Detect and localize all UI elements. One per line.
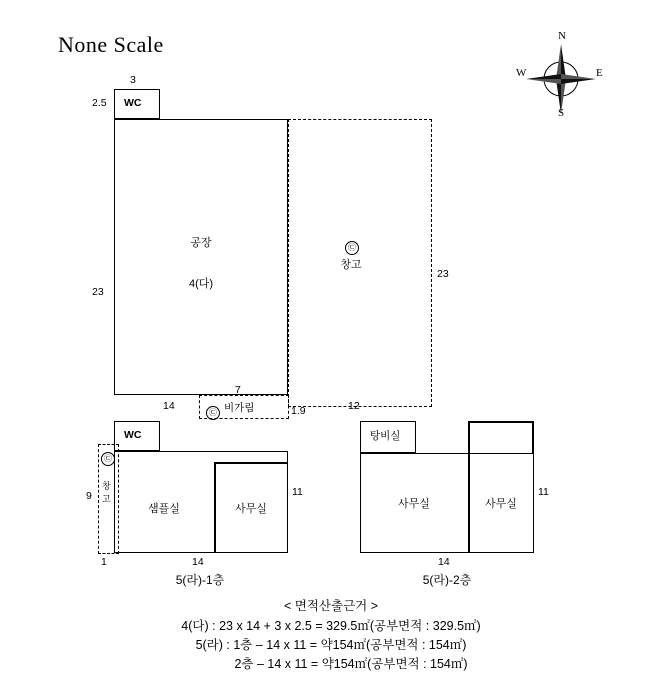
warehouse-right-dim: 23 (437, 268, 449, 280)
upper-wc-height-dim: 2.5 (92, 97, 107, 109)
lower-left-office-label: 사무실 (235, 503, 267, 515)
lower-left-storage-name-label-1: 창 (102, 481, 111, 491)
lower-right-right-edge-upper (532, 421, 534, 453)
warehouse-name-label: 창고 (340, 259, 362, 271)
canopy-mark (206, 402, 220, 420)
warehouse-mark (345, 237, 359, 255)
legend-title: < 면적산출근거 > (284, 599, 378, 613)
lower-left-storage-bottom-dim: 1 (101, 556, 107, 568)
lower-right-office-left-label: 사무실 (398, 498, 430, 510)
factory-bottom-dim: 14 (163, 400, 175, 412)
area-calculation-legend (0, 596, 662, 673)
compass-east-label: E (596, 67, 603, 79)
lower-left-caption: 5(라)-1층 (175, 573, 225, 587)
lower-right-utility-room-label: 탕비실 (370, 430, 401, 442)
lower-left-right-dim: 11 (292, 486, 303, 498)
factory-name-label: 공장 (190, 237, 212, 249)
compass-west-label: W (516, 67, 527, 79)
legend-line-2: 5(라) : 1층 – 14 x 11 = 약154㎡(공부면적 : 154㎡) (195, 637, 467, 652)
factory-left-dim: 23 (92, 286, 104, 298)
lower-left-sample-room-label: 샘플실 (148, 503, 180, 515)
compass-south-label: S (558, 107, 565, 119)
canopy-right-dim: 1.9 (291, 405, 306, 417)
upper-wc-width-dim: 3 (130, 74, 136, 86)
lower-right-room-divider (468, 421, 470, 553)
lower-left-storage-mark-glyph: ㉢ (101, 452, 115, 466)
page-title: None Scale (58, 32, 164, 57)
canopy-mark-glyph: ㉢ (206, 406, 220, 420)
lower-right-right-dim: 11 (538, 486, 549, 498)
lower-left-room-divider (214, 462, 216, 553)
lower-left-bottom-dim: 14 (192, 556, 204, 568)
upper-wc-label: WC (124, 97, 142, 109)
canopy-top-dim: 7 (235, 384, 241, 396)
lower-right-caption: 5(라)-2층 (422, 573, 472, 587)
lower-right-office-right-label: 사무실 (485, 498, 517, 510)
lower-right-bottom-dim: 14 (438, 556, 450, 568)
lower-left-wc-label: WC (124, 429, 142, 441)
legend-line-1: 4(다) : 23 x 14 + 3 x 2.5 = 329.5㎡(공부면적 : 329.5㎡) (181, 619, 481, 633)
warehouse-bottom-dim: 12 (348, 400, 360, 412)
lower-right-top-edge (468, 421, 534, 423)
warehouse-mark-glyph: ㉢ (345, 241, 359, 255)
lower-left-floor-outline (114, 451, 288, 553)
lower-left-room-divider-top (214, 462, 288, 464)
factory-room (114, 119, 288, 395)
compass-north-label: N (558, 30, 566, 42)
factory-code-label: 4(다) (188, 278, 214, 290)
lower-left-storage-left-dim: 9 (86, 490, 92, 502)
lower-left-storage-mark (101, 448, 115, 466)
compass-rose (516, 30, 606, 124)
lower-left-storage-name-label-2: 고 (102, 494, 111, 504)
canopy-name-label: 비가림 (224, 402, 255, 414)
legend-line-3: 2층 – 14 x 11 = 약154㎡(공부면적 : 154㎡) (234, 656, 468, 671)
